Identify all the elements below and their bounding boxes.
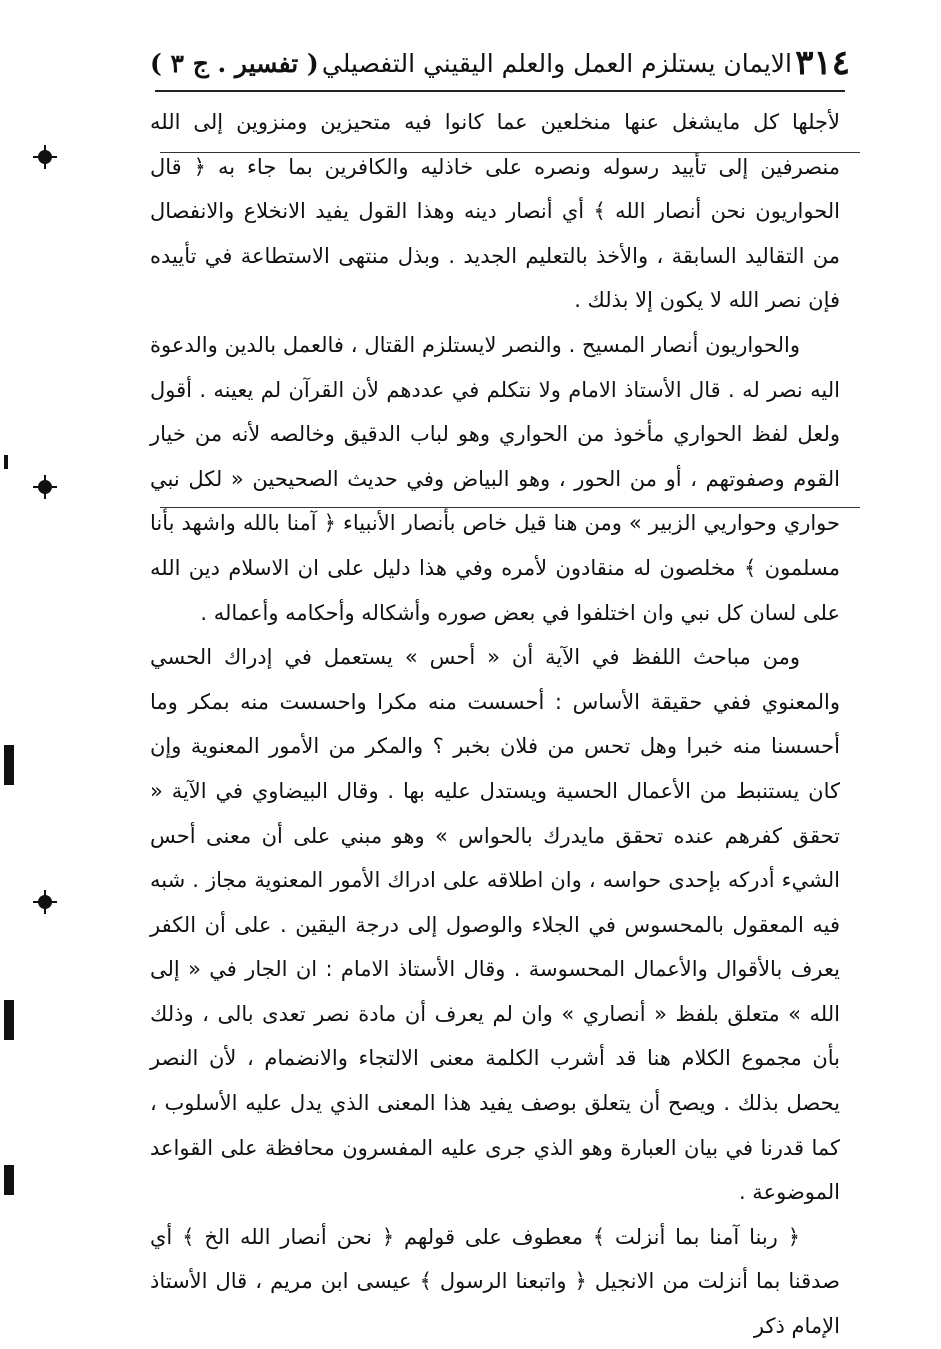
paragraph-1: لأجلها كل مايشغل عنها منخلعين عما كانوا فيه متحيزين ومنزوين إلى الله منصرفين إلى تأييد رسوله ونصره على خاذليه والكافرين بما جاء به ﴿ قال الحواريون نحن أنصار الله ﴾ أي أنصار دينه وهذا القول يفيد الانخلاع والانفصال من التقاليد السابقة ، والأخذ بالتعليم الجديد . وبذل منتهى الاستطاعة في تأييده فإن نصر الله لا يكون إلا بذلك .: [150, 110, 840, 313]
margin-ornament-icon: [38, 895, 52, 909]
scan-edge-mark: [4, 1165, 14, 1195]
paragraph-3: ومن مباحث اللفظ في الآية أن « أحس » يستعمل في إدراك الحسي والمعنوي ففي حقيقة الأساس : أحسست منه مكرا واحسست منه بمكر وما أحسسنا منه خبرا وهل تحس من فلان بخبر ؟ والمكر من الأمور المعنوية وإن كان يستنبط من الأعمال الحسية ويستدل عليه بها . وقال البيضاوي في الآية « تحقق كفرهم عنده تحقق مايدرك بالحواس » وهو مبني على أن معنى أحس الشيء أدركه بإحدى حواسه ، وان اطلاقه على ادراك الأمور المعنوية مجاز . شبه فيه المعقول بالمحسوس في الجلاء والوصول إلى درجة اليقين . على أن الكفر يعرف بالأقوال والأعمال المحسوسة . وقال الأستاذ الامام : ان الجار في « إلى الله » متعلق بلفظ « أنصاري » وان لم يعرف أن مادة نصر تعدى بالى ، وذلك بأن مجموع الكلام هنا قد أشرب الكلمة معنى الالتجاء والانضمام ، لأن النصر يحصل بذلك . ويصح أن يتعلق بوصف يفيد هذا المعنى الذي يدل عليه الأسلوب ، كما قدرنا في بيان العبارة وهو الذي جرى عليه المفسرون محافظة على القواعد الموضوعة .: [150, 645, 840, 1205]
page-number: ٣١٤: [795, 43, 850, 83]
body-text: [150, 100, 840, 1349]
underline-mark: [160, 152, 860, 153]
paragraph-2: والحواريون أنصار المسيح . والنصر لايستلزم القتال ، فالعمل بالدين والدعوة اليه نصر له . قال الأستاذ الامام ولا نتكلم في عددهم لأن القرآن لم يعينه . أقول ولعل لفظ الحواري مأخوذ من الحواري وهو لباب الدقيق وخالصه لأنه من خيار القوم وصفوتهم ، أو من الحور ، وهو البياض وفي حديث الصحيحين « لكل نبي حواري وحواريي الزبير » ومن هنا قيل خاص بأنصار الأنبياء ﴿ آمنا بالله واشهد بأنا مسلمون ﴾ مخلصون له منقادون لأمره وفي هذا دليل على ان الاسلام دين الله على لسان كل نبي وان اختلفوا في بعض صوره وأشكاله وأحكامه وأعماله .: [150, 332, 840, 625]
running-title: الايمان يستلزم العمل والعلم اليقيني التفصيلي: [321, 48, 792, 78]
scan-edge-mark: [4, 1000, 14, 1040]
section-tag: ( تفسير . ج ٣ ): [150, 48, 319, 78]
margin-ornament-icon: [38, 480, 52, 494]
header-rule: [155, 90, 845, 92]
page-header: [150, 38, 850, 88]
paragraph-4: ﴿ ربنا آمنا بما أنزلت ﴾ معطوف على قولهم ﴿ نحن أنصار الله الخ ﴾ أي صدقنا بما أنزلت من الانجيل ﴿ واتبعنا الرسول ﴾ عيسى ابن مريم ، قال الأستاذ الإمام ذكر: [150, 1224, 840, 1339]
margin-ornament-icon: [38, 150, 52, 164]
scan-edge-mark: [4, 455, 8, 469]
scan-edge-mark: [4, 745, 14, 785]
underline-mark: [160, 507, 860, 508]
